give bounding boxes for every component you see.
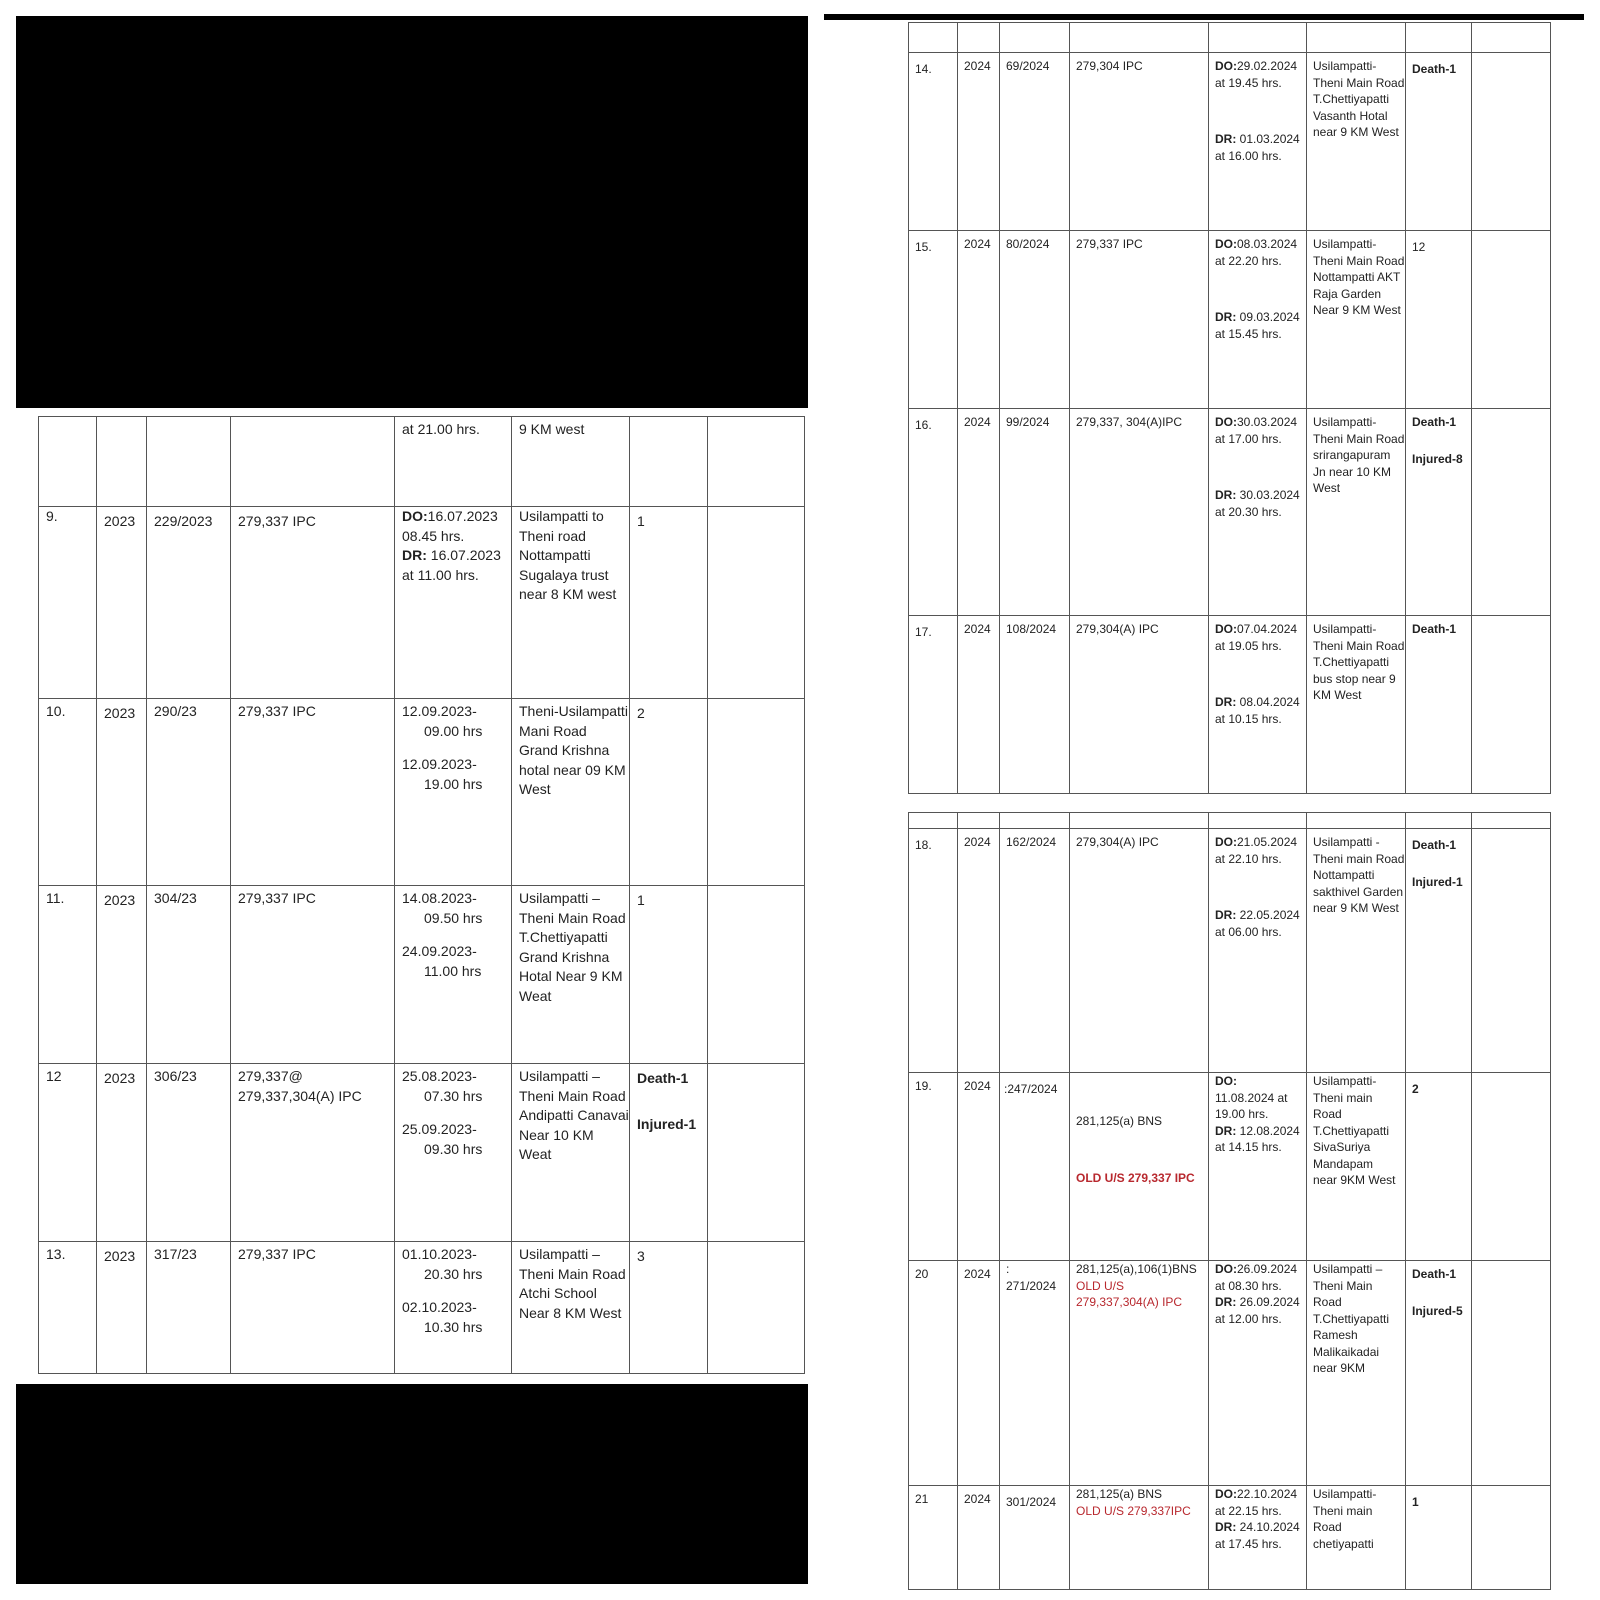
place-cell: Usilampatti-Theni Main Road T.Chettiyapatti bus stop near 9 KM West — [1307, 616, 1406, 794]
sno-cell: 13. — [39, 1242, 97, 1374]
sno-cell: 10. — [39, 699, 97, 886]
year-cell: 2024 — [958, 53, 1000, 231]
sno-cell: 12 — [39, 1064, 97, 1242]
section-cell: 279,337 IPC — [231, 886, 395, 1064]
place-cell: Usilampatti – Theni Main Road Andipatti Canavai Near 10 KM Weat — [512, 1064, 630, 1242]
table-row — [39, 699, 805, 886]
year-cell: 2023 — [97, 886, 147, 1064]
year-cell: 2023 — [97, 1064, 147, 1242]
crime-no-cell: 290/23 — [147, 699, 231, 886]
casualty-cell: Death-1 Injured-8 — [1406, 409, 1472, 616]
crime-no-cell: 69/2024 — [1000, 53, 1070, 231]
top-rule — [824, 14, 1584, 20]
section-cell: 279,337@ 279,337,304(A) IPC — [231, 1064, 395, 1242]
table-row — [39, 886, 805, 1064]
crime-no-cell: 108/2024 — [1000, 616, 1070, 794]
sno-cell: 18. — [909, 829, 958, 1073]
casualty-cell: Death-1 Injured-1 — [630, 1064, 708, 1242]
place-cell: Usilampatti – Theni Main Road T.Chettiyapatti Grand Krishna Hotal Near 9 KM Weat — [512, 886, 630, 1064]
sno-cell: 14. — [909, 53, 958, 231]
crime-no-cell: 306/23 — [147, 1064, 231, 1242]
accident-table-right-top — [908, 22, 1551, 794]
date-cell: 12.09.2023- 09.00 hrs 12.09.2023- 19.00 hrs — [395, 699, 512, 886]
crime-no-cell: 304/23 — [147, 886, 231, 1064]
date-cell: at 21.00 hrs. — [395, 417, 512, 507]
section-cell: 281,125(a),106(1)BNS OLD U/S 279,337,304(A) IPC — [1070, 1261, 1209, 1486]
place-cell: Usilampatti-Theni Main Road Nottampatti AKT Raja Garden Near 9 KM West — [1307, 231, 1406, 409]
casualty-cell: Death-1 Injured-5 — [1406, 1261, 1472, 1486]
crime-no-cell: : 271/2024 — [1000, 1261, 1070, 1486]
place-cell: Theni-Usilampatti Mani Road Grand Krishna hotal near 09 KM West — [512, 699, 630, 886]
date-cell: DO:22.10.2024 at 22.15 hrs. DR: 24.10.2024 at 17.45 hrs. — [1209, 1486, 1307, 1590]
crime-no-cell: 301/2024 — [1000, 1486, 1070, 1590]
year-cell: 2023 — [97, 1242, 147, 1374]
crime-no-cell: 229/2023 — [147, 507, 231, 699]
table-row — [39, 507, 805, 699]
section-cell: 281,125(a) BNS OLD U/S 279,337IPC — [1070, 1486, 1209, 1590]
date-cell: DO:07.04.2024 at 19.05 hrs. DR: 08.04.2024 at 10.15 hrs. — [1209, 616, 1307, 794]
table-row — [39, 1242, 805, 1374]
year-cell: 2023 — [97, 699, 147, 886]
date-cell: DO:21.05.2024 at 22.10 hrs. DR: 22.05.2024 at 06.00 hrs. — [1209, 829, 1307, 1073]
table-row — [909, 1261, 1551, 1486]
year-cell: 2024 — [958, 1486, 1000, 1590]
casualty-cell: 2 — [1406, 1073, 1472, 1261]
date-cell: DO:16.07.2023 08.45 hrs. DR: 16.07.2023 at 11.00 hrs. — [395, 507, 512, 699]
year-cell: 2024 — [958, 1261, 1000, 1486]
place-cell: Usilampatti - Theni main Road Nottampatti sakthivel Garden near 9 KM West — [1307, 829, 1406, 1073]
year-cell: 2024 — [958, 1073, 1000, 1261]
table-row — [909, 53, 1551, 231]
place-cell: Usilampatti – Theni Main Road T.Chettiyapatti Ramesh Malikaikadai near 9KM — [1307, 1261, 1406, 1486]
casualty-cell: 3 — [630, 1242, 708, 1374]
crime-no-cell: 317/23 — [147, 1242, 231, 1374]
sno-cell: 17. — [909, 616, 958, 794]
date-cell: 25.08.2023- 07.30 hrs 25.09.2023- 09.30 hrs — [395, 1064, 512, 1242]
table-row — [909, 231, 1551, 409]
section-cell: 279,304(A) IPC — [1070, 616, 1209, 794]
year-cell: 2024 — [958, 409, 1000, 616]
year-cell: 2024 — [958, 616, 1000, 794]
date-cell: DO:30.03.2024 at 17.00 hrs. DR: 30.03.2024 at 20.30 hrs. — [1209, 409, 1307, 616]
casualty-cell: Death-1 — [1406, 53, 1472, 231]
place-cell: Usilampatti to Theni road Nottampatti Sugalaya trust near 8 KM west — [512, 507, 630, 699]
casualty-cell: 1 — [630, 886, 708, 1064]
casualty-cell: 2 — [630, 699, 708, 886]
redaction-block-bottom-left — [16, 1384, 808, 1584]
section-cell: 279,337, 304(A)IPC — [1070, 409, 1209, 616]
date-cell: DO:26.09.2024 at 08.30 hrs. DR: 26.09.2024 at 12.00 hrs. — [1209, 1261, 1307, 1486]
year-cell: 2024 — [958, 231, 1000, 409]
casualty-cell: 12 — [1406, 231, 1472, 409]
section-cell: 279,304 IPC — [1070, 53, 1209, 231]
section-cell: 281,125(a) BNS OLD U/S 279,337 IPC — [1070, 1073, 1209, 1261]
table-row — [39, 417, 805, 507]
crime-no-cell: 80/2024 — [1000, 231, 1070, 409]
redaction-block-top-left — [16, 16, 808, 408]
place-cell: Usilampatti- Theni main Road chetiyapatti — [1307, 1486, 1406, 1590]
date-cell: DO: 11.08.2024 at 19.00 hrs. DR: 12.08.2024 at 14.15 hrs. — [1209, 1073, 1307, 1261]
place-cell: Usilampatti-Theni Main Road T.Chettiyapatti Vasanth Hotal near 9 KM West — [1307, 53, 1406, 231]
sno-cell: 20 — [909, 1261, 958, 1486]
sno-cell: 9. — [39, 507, 97, 699]
casualty-cell: 1 — [630, 507, 708, 699]
table-row — [39, 1064, 805, 1242]
year-cell: 2023 — [97, 507, 147, 699]
table-row — [909, 1073, 1551, 1261]
sno-cell: 11. — [39, 886, 97, 1064]
section-cell: 279,337 IPC — [1070, 231, 1209, 409]
sno-cell: 15. — [909, 231, 958, 409]
place-cell: Usilampatti-Theni Main Road srirangapuram Jn near 10 KM West — [1307, 409, 1406, 616]
date-cell: 01.10.2023- 20.30 hrs 02.10.2023- 10.30 hrs — [395, 1242, 512, 1374]
table-row — [909, 829, 1551, 1073]
table-header-stub — [909, 813, 1551, 829]
casualty-cell: Death-1 — [1406, 616, 1472, 794]
table-row — [909, 1486, 1551, 1590]
section-cell: 279,304(A) IPC — [1070, 829, 1209, 1073]
date-cell: DO:29.02.2024 at 19.45 hrs. DR: 01.03.2024 at 16.00 hrs. — [1209, 53, 1307, 231]
table-header-stub — [909, 23, 1551, 53]
casualty-cell: 1 — [1406, 1486, 1472, 1590]
section-cell: 279,337 IPC — [231, 1242, 395, 1374]
date-cell: DO:08.03.2024 at 22.20 hrs. DR: 09.03.2024 at 15.45 hrs. — [1209, 231, 1307, 409]
crime-no-cell: :247/2024 — [1000, 1073, 1070, 1261]
accident-table-right-bottom — [908, 812, 1551, 1590]
table-row — [909, 616, 1551, 794]
crime-no-cell: 99/2024 — [1000, 409, 1070, 616]
section-cell: 279,337 IPC — [231, 699, 395, 886]
date-cell: 14.08.2023- 09.50 hrs 24.09.2023- 11.00 hrs — [395, 886, 512, 1064]
table-row — [909, 409, 1551, 616]
crime-no-cell: 162/2024 — [1000, 829, 1070, 1073]
sno-cell: 21 — [909, 1486, 958, 1590]
sno-cell: 16. — [909, 409, 958, 616]
sno-cell: 19. — [909, 1073, 958, 1261]
accident-table-left — [38, 416, 805, 1374]
place-cell: 9 KM west — [512, 417, 630, 507]
place-cell: Usilampatti – Theni Main Road Atchi School Near 8 KM West — [512, 1242, 630, 1374]
place-cell: Usilampatti- Theni main Road T.Chettiyapatti SivaSuriya Mandapam near 9KM West — [1307, 1073, 1406, 1261]
year-cell: 2024 — [958, 829, 1000, 1073]
section-cell: 279,337 IPC — [231, 507, 395, 699]
casualty-cell: Death-1 Injured-1 — [1406, 829, 1472, 1073]
